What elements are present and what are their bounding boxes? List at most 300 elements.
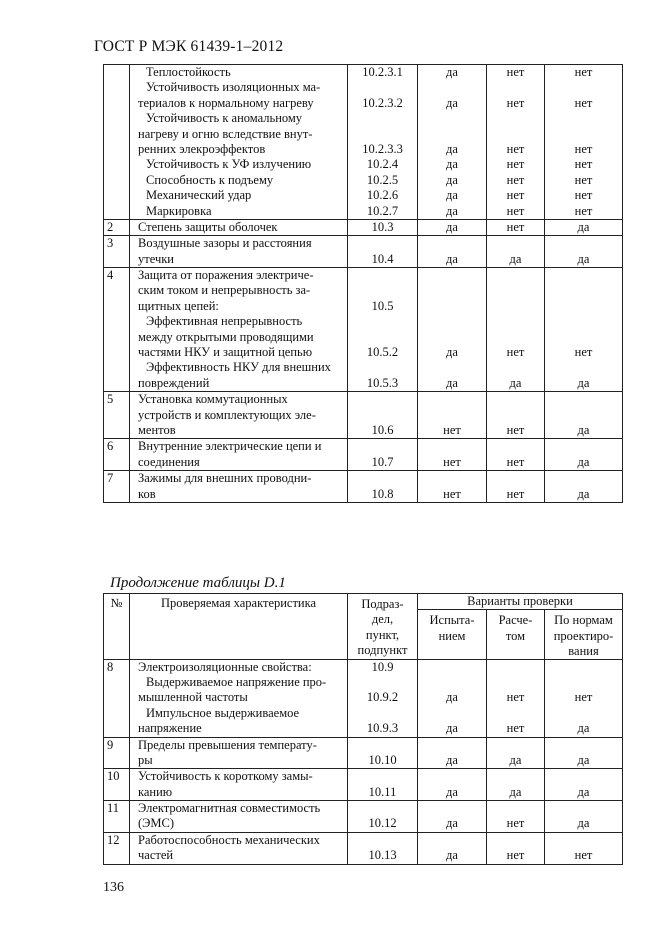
- by-design-rules-cell: [545, 801, 623, 833]
- cell-line: да: [509, 784, 522, 799]
- cell-line: да: [446, 203, 458, 218]
- table-row: [104, 471, 623, 503]
- cell-line: Работоспособность механических: [138, 832, 320, 847]
- cell-line: да: [446, 784, 458, 799]
- header-by-test-line: нием: [438, 628, 466, 643]
- by-calculation-cell: [487, 801, 545, 833]
- clause-cell: [348, 65, 418, 220]
- row-number: 2: [104, 219, 130, 235]
- cell-line: да: [446, 752, 458, 767]
- cell-line: (ЭМС): [138, 816, 175, 831]
- clause-cell: [348, 659, 418, 737]
- cell-line: частей: [138, 848, 174, 863]
- cell-line: [418, 299, 486, 314]
- cell-line: [418, 268, 486, 283]
- cell-line: ры: [138, 752, 153, 767]
- cell-line: [418, 236, 486, 251]
- cell-line: [545, 706, 622, 721]
- row-number: 6: [104, 439, 130, 471]
- cell-line: [348, 330, 417, 345]
- cell-line: [487, 738, 544, 753]
- cell-line: [418, 738, 486, 753]
- cell-line: [418, 660, 486, 675]
- header-clause-line: Подраз-: [361, 597, 404, 611]
- cell-line: [348, 471, 417, 486]
- cell-line: [545, 408, 622, 423]
- cell-line: да: [577, 721, 590, 736]
- row-number: 8: [104, 659, 130, 737]
- cell-line: нет: [506, 188, 525, 203]
- cell-line: [348, 675, 417, 690]
- cell-line: 10.12: [368, 816, 397, 831]
- clause-cell: [348, 737, 418, 769]
- by-test-cell: [418, 268, 487, 392]
- row-number: 7: [104, 471, 130, 503]
- cell-line: Электромагнитная совместимость: [138, 801, 321, 816]
- cell-line: нет: [574, 690, 593, 705]
- table-row: [104, 737, 623, 769]
- cell-line: нет: [506, 203, 525, 218]
- cell-line: да: [577, 423, 590, 437]
- by-test-cell: [418, 439, 487, 471]
- cell-line: нет: [506, 848, 525, 863]
- clause-cell: [348, 471, 418, 503]
- cell-line: Маркировка: [146, 203, 212, 218]
- cell-line: Степень защиты оболочек: [138, 219, 278, 234]
- cell-line: [348, 833, 417, 848]
- cell-line: утечки: [138, 251, 174, 266]
- header-by-test: [418, 610, 487, 659]
- by-design-rules-cell: [545, 832, 623, 864]
- cell-line: [418, 769, 486, 784]
- by-design-rules-cell: [545, 471, 623, 503]
- cell-line: 10.2.3.1: [362, 65, 403, 79]
- clause-cell: [348, 769, 418, 801]
- header-by-calculation-line: том: [505, 628, 526, 643]
- cell-line: [418, 675, 486, 690]
- cell-line: нет: [506, 95, 525, 110]
- cell-line: Устойчивость изоляционных ма-: [146, 80, 321, 95]
- cell-line: [545, 392, 622, 407]
- cell-line: нет: [506, 65, 525, 79]
- by-test-cell: [418, 471, 487, 503]
- cell-line: 10.9: [371, 659, 394, 674]
- by-test-cell: [418, 392, 487, 439]
- clause-cell: [348, 392, 418, 439]
- header-clause-line: пункт,: [365, 627, 400, 642]
- cell-line: 10.10: [368, 752, 397, 767]
- cell-line: [348, 283, 417, 298]
- cell-line: [418, 111, 486, 126]
- characteristic-cell: [130, 392, 348, 439]
- table-row: [104, 219, 623, 235]
- by-calculation-cell: [487, 737, 545, 769]
- cell-line: да: [446, 375, 458, 390]
- cell-line: нет: [574, 65, 593, 79]
- cell-line: нет: [574, 95, 593, 110]
- cell-line: да: [577, 752, 590, 767]
- by-test-cell: [418, 769, 487, 801]
- cell-line: да: [446, 848, 458, 863]
- row-number: [104, 65, 130, 220]
- by-test-cell: [418, 219, 487, 235]
- cell-line: нет: [506, 423, 525, 437]
- cell-line: Пределы превышения температу-: [138, 737, 317, 752]
- clause-cell: [348, 801, 418, 833]
- cell-line: [348, 706, 417, 721]
- cell-line: [418, 330, 486, 345]
- cell-line: [487, 471, 544, 486]
- cell-line: 10.11: [368, 784, 397, 799]
- cell-line: 10.5.2: [366, 345, 399, 360]
- cell-line: [487, 801, 544, 816]
- cell-line: [418, 408, 486, 423]
- table-row: [104, 65, 623, 220]
- cell-line: нет: [574, 188, 593, 203]
- cell-line: [545, 80, 622, 95]
- header-by-design-rules-line: По нормам: [554, 613, 613, 628]
- cell-line: [418, 801, 486, 816]
- cell-line: [487, 660, 544, 675]
- header-num: №: [104, 594, 130, 660]
- cell-line: [487, 392, 544, 407]
- by-test-cell: [418, 832, 487, 864]
- cell-line: [418, 360, 486, 375]
- cell-line: [348, 80, 417, 95]
- verification-table-part1: [103, 64, 623, 503]
- clause-cell: [348, 219, 418, 235]
- cell-line: 10.2.5: [366, 172, 399, 187]
- clause-cell: [348, 832, 418, 864]
- cell-line: [545, 833, 622, 848]
- cell-line: ков: [138, 486, 156, 501]
- row-number: 11: [104, 801, 130, 833]
- cell-line: [487, 706, 544, 721]
- table-row: [104, 236, 623, 268]
- header-characteristic: Проверяемая характеристика: [130, 594, 348, 660]
- by-test-cell: [418, 659, 487, 737]
- by-calculation-cell: [487, 471, 545, 503]
- cell-line: 10.5: [371, 298, 394, 313]
- cell-line: Внутренние электрические цепи и: [138, 439, 322, 454]
- cell-line: нагреву и огню вследствие внут-: [138, 126, 313, 141]
- cell-line: да: [577, 219, 590, 234]
- table-row: [104, 392, 623, 439]
- table-row: [104, 268, 623, 392]
- cell-line: [348, 408, 417, 423]
- header-by-calculation: [487, 610, 545, 659]
- row-number: 10: [104, 769, 130, 801]
- table-row: [104, 659, 623, 737]
- cell-line: [348, 439, 417, 454]
- cell-line: Воздушные зазоры и расстояния: [138, 236, 312, 251]
- cell-line: [418, 706, 486, 721]
- cell-line: 10.2.3.2: [362, 95, 403, 110]
- cell-line: да: [446, 690, 458, 705]
- cell-line: нет: [506, 345, 525, 360]
- by-calculation-cell: [487, 236, 545, 268]
- characteristic-cell: [130, 219, 348, 235]
- cell-line: частями НКУ и защитной цепью: [138, 345, 313, 360]
- cell-line: да: [446, 816, 458, 831]
- cell-line: да: [446, 65, 458, 79]
- cell-line: [545, 769, 622, 784]
- cell-line: соединения: [138, 454, 200, 469]
- cell-line: [348, 360, 417, 375]
- characteristic-cell: [130, 268, 348, 392]
- table-row: [104, 832, 623, 864]
- cell-line: нет: [443, 423, 461, 437]
- cell-line: нет: [506, 172, 525, 187]
- cell-line: [418, 833, 486, 848]
- cell-line: [487, 127, 544, 142]
- cell-line: [418, 392, 486, 407]
- cell-line: нет: [574, 345, 593, 360]
- cell-line: ским током и непрерывность за-: [138, 283, 311, 298]
- cell-line: [545, 360, 622, 375]
- cell-line: [418, 439, 486, 454]
- clause-cell: [348, 268, 418, 392]
- characteristic-cell: [130, 236, 348, 268]
- cell-line: да: [446, 721, 458, 736]
- cell-line: да: [446, 345, 458, 360]
- cell-line: нет: [506, 219, 525, 234]
- by-calculation-cell: [487, 769, 545, 801]
- by-test-cell: [418, 737, 487, 769]
- cell-line: мышленной частоты: [138, 690, 248, 705]
- cell-line: Электроизоляционные свойства:: [138, 659, 312, 674]
- cell-line: между открытыми проводящими: [138, 329, 314, 344]
- header-clause-line: дел,: [371, 612, 394, 627]
- by-calculation-cell: [487, 392, 545, 439]
- cell-line: щитных цепей:: [138, 298, 219, 313]
- cell-line: да: [577, 454, 590, 469]
- cell-line: да: [446, 141, 458, 156]
- cell-line: [545, 111, 622, 126]
- cell-line: Теплостойкость: [146, 65, 231, 79]
- cell-line: [418, 471, 486, 486]
- by-design-rules-cell: [545, 769, 623, 801]
- cell-line: 10.5.3: [366, 375, 399, 390]
- cell-line: канию: [138, 784, 173, 799]
- by-calculation-cell: [487, 268, 545, 392]
- table-row: [104, 801, 623, 833]
- clause-cell: [348, 236, 418, 268]
- cell-line: [487, 360, 544, 375]
- cell-line: [348, 127, 417, 142]
- cell-line: [348, 268, 417, 283]
- by-design-rules-cell: [545, 236, 623, 268]
- cell-line: да: [509, 752, 522, 767]
- cell-line: [487, 283, 544, 298]
- characteristic-cell: [130, 737, 348, 769]
- row-number: 5: [104, 392, 130, 439]
- by-test-cell: [418, 801, 487, 833]
- table-caption: Продолжение таблицы D.1: [110, 575, 286, 591]
- cell-line: [348, 738, 417, 753]
- cell-line: Устойчивость к УФ излучению: [146, 157, 312, 172]
- cell-line: [545, 283, 622, 298]
- by-calculation-cell: [487, 439, 545, 471]
- header-by-design-rules: [545, 610, 623, 659]
- cell-line: [545, 660, 622, 675]
- cell-line: Выдерживаемое напряжение про-: [146, 674, 327, 689]
- cell-line: Эффективная непрерывность: [146, 314, 303, 329]
- cell-line: [545, 268, 622, 283]
- cell-line: [487, 769, 544, 784]
- cell-line: нет: [574, 172, 593, 187]
- by-design-rules-cell: [545, 737, 623, 769]
- cell-line: 10.6: [371, 423, 394, 437]
- cell-line: [418, 127, 486, 142]
- cell-line: нет: [574, 848, 593, 863]
- cell-line: да: [446, 172, 458, 187]
- cell-line: нет: [574, 141, 593, 156]
- by-test-cell: [418, 236, 487, 268]
- header-by-test-line: Испыта-: [429, 613, 475, 628]
- cell-line: [545, 299, 622, 314]
- cell-line: да: [577, 486, 590, 501]
- cell-line: нет: [574, 157, 593, 172]
- characteristic-cell: [130, 471, 348, 503]
- cell-line: нет: [506, 157, 525, 172]
- cell-line: [348, 392, 417, 407]
- cell-line: да: [509, 251, 522, 266]
- by-design-rules-cell: [545, 392, 623, 439]
- cell-line: да: [577, 251, 590, 266]
- cell-line: 10.2.4: [366, 157, 399, 172]
- cell-line: Защита от поражения электриче-: [138, 268, 314, 283]
- cell-line: [487, 833, 544, 848]
- cell-line: 10.4: [371, 251, 394, 266]
- cell-line: [545, 801, 622, 816]
- by-calculation-cell: [487, 219, 545, 235]
- cell-line: [545, 471, 622, 486]
- cell-line: нет: [506, 486, 525, 501]
- cell-line: Зажимы для внешних проводни-: [138, 471, 312, 486]
- verification-table-part2: [103, 593, 623, 865]
- cell-line: [487, 330, 544, 345]
- cell-line: Способность к подъему: [146, 172, 274, 187]
- cell-line: нет: [443, 454, 461, 469]
- cell-line: да: [446, 219, 458, 234]
- cell-line: 10.13: [368, 848, 397, 863]
- cell-line: [418, 283, 486, 298]
- characteristic-cell: [130, 659, 348, 737]
- header-verification-options: Варианты проверки: [418, 594, 623, 610]
- cell-line: да: [577, 816, 590, 831]
- cell-line: ментов: [138, 423, 176, 437]
- cell-line: [545, 330, 622, 345]
- cell-line: [487, 111, 544, 126]
- row-number: 4: [104, 268, 130, 392]
- characteristic-cell: [130, 769, 348, 801]
- cell-line: ренних элекроэффектов: [138, 141, 266, 156]
- by-calculation-cell: [487, 659, 545, 737]
- characteristic-cell: [130, 439, 348, 471]
- cell-line: [545, 738, 622, 753]
- cell-line: да: [446, 251, 458, 266]
- characteristic-cell: [130, 832, 348, 864]
- cell-line: [545, 236, 622, 251]
- by-calculation-cell: [487, 65, 545, 220]
- document-header: ГОСТ Р МЭК 61439-1–2012: [94, 38, 284, 55]
- cell-line: [487, 675, 544, 690]
- cell-line: 10.2.6: [366, 188, 399, 203]
- cell-line: нет: [574, 203, 593, 218]
- cell-line: нет: [506, 690, 525, 705]
- cell-line: нет: [506, 454, 525, 469]
- by-design-rules-cell: [545, 268, 623, 392]
- cell-line: териалов к нормальному нагреву: [138, 95, 314, 110]
- cell-line: [348, 111, 417, 126]
- header-by-design-rules-line: проектиро-: [553, 628, 614, 643]
- cell-line: да: [446, 95, 458, 110]
- cell-line: нет: [443, 486, 461, 501]
- characteristic-cell: [130, 65, 348, 220]
- table-row: [104, 439, 623, 471]
- cell-line: повреждений: [138, 375, 210, 390]
- characteristic-cell: [130, 801, 348, 833]
- cell-line: [487, 80, 544, 95]
- by-design-rules-cell: [545, 219, 623, 235]
- cell-line: [545, 314, 622, 329]
- cell-line: да: [577, 375, 590, 390]
- cell-line: Устойчивость к короткому замы-: [138, 769, 313, 784]
- cell-line: да: [509, 375, 522, 390]
- cell-line: 10.7: [371, 454, 394, 469]
- row-number: 12: [104, 832, 130, 864]
- cell-line: Эффективность НКУ для внешних: [146, 360, 331, 375]
- cell-line: [487, 268, 544, 283]
- by-design-rules-cell: [545, 65, 623, 220]
- cell-line: 10.9.2: [366, 690, 399, 705]
- cell-line: [418, 314, 486, 329]
- cell-line: [348, 801, 417, 816]
- by-design-rules-cell: [545, 659, 623, 737]
- cell-line: [487, 408, 544, 423]
- cell-line: Установка коммутационных: [138, 392, 288, 407]
- cell-line: [418, 80, 486, 95]
- cell-line: 10.8: [371, 486, 394, 501]
- cell-line: нет: [506, 141, 525, 156]
- row-number: 3: [104, 236, 130, 268]
- cell-line: да: [577, 784, 590, 799]
- cell-line: напряжение: [138, 721, 202, 736]
- cell-line: [487, 299, 544, 314]
- page-number: 136: [103, 880, 124, 895]
- cell-line: Импульсное выдерживаемое: [146, 705, 300, 720]
- cell-line: Устойчивость к аномальному: [146, 111, 303, 126]
- cell-line: [348, 314, 417, 329]
- cell-line: да: [446, 188, 458, 203]
- cell-line: [348, 769, 417, 784]
- cell-line: [487, 439, 544, 454]
- by-test-cell: [418, 65, 487, 220]
- cell-line: [487, 314, 544, 329]
- cell-line: [545, 675, 622, 690]
- cell-line: 10.2.7: [366, 203, 399, 218]
- cell-line: нет: [506, 721, 525, 736]
- header-clause: [348, 594, 418, 660]
- header-by-design-rules-line: вания: [568, 644, 599, 659]
- cell-line: устройств и комплектующих эле-: [138, 407, 316, 422]
- clause-cell: [348, 439, 418, 471]
- cell-line: [348, 236, 417, 251]
- by-design-rules-cell: [545, 439, 623, 471]
- cell-line: [487, 236, 544, 251]
- table-row: [104, 769, 623, 801]
